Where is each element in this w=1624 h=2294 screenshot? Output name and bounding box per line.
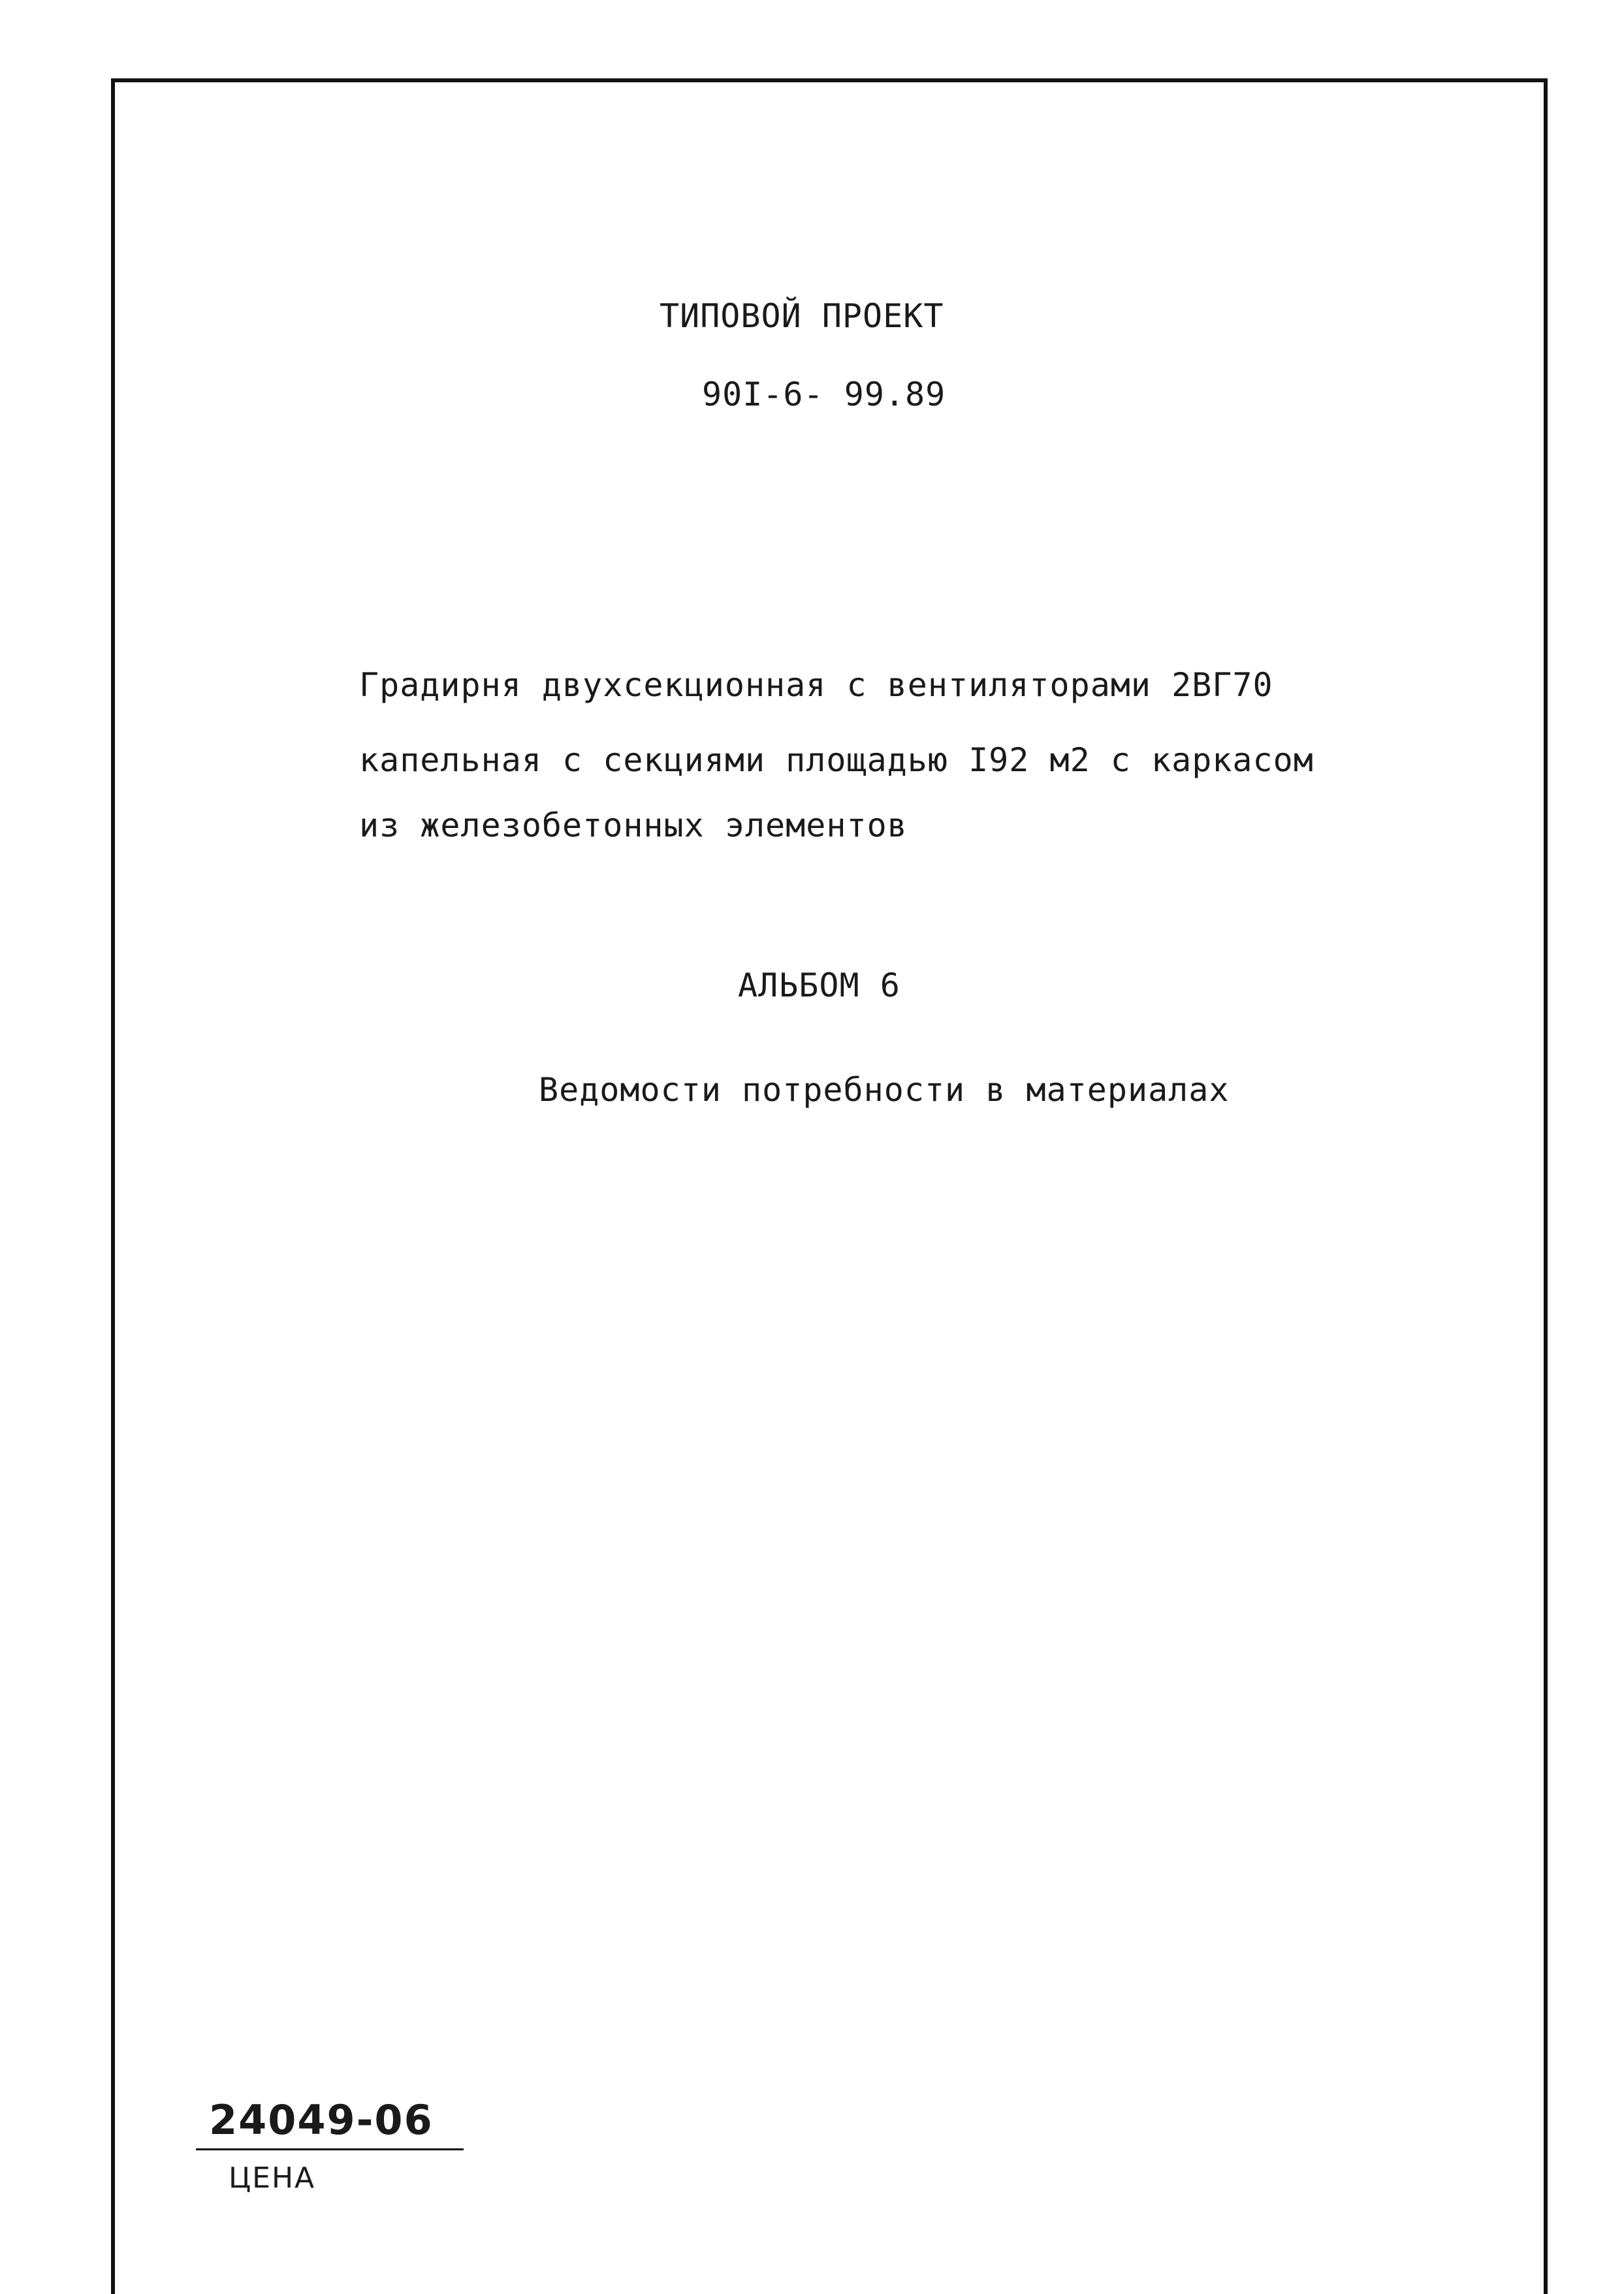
project-label: ТИПОВОЙ ПРОЕКТ (660, 297, 944, 335)
inventory-number: 24049-06 (209, 2096, 434, 2144)
project-number: 90I-6- 99.89 (702, 375, 946, 413)
album-subtitle: Ведомости потребности в материалах (539, 1071, 1230, 1109)
album-label: АЛЬБОМ 6 (738, 966, 900, 1004)
price-label: ЦЕНА (229, 2161, 316, 2195)
description-line-3: из железобетонных элементов (359, 806, 908, 844)
description-line-2: капельная с секциями площадью I92 м2 с каркасом (359, 741, 1314, 779)
inventory-underline (196, 2148, 464, 2150)
description-line-1: Градирня двухсекционная с вентиляторами 2ВГ70 (359, 666, 1273, 704)
